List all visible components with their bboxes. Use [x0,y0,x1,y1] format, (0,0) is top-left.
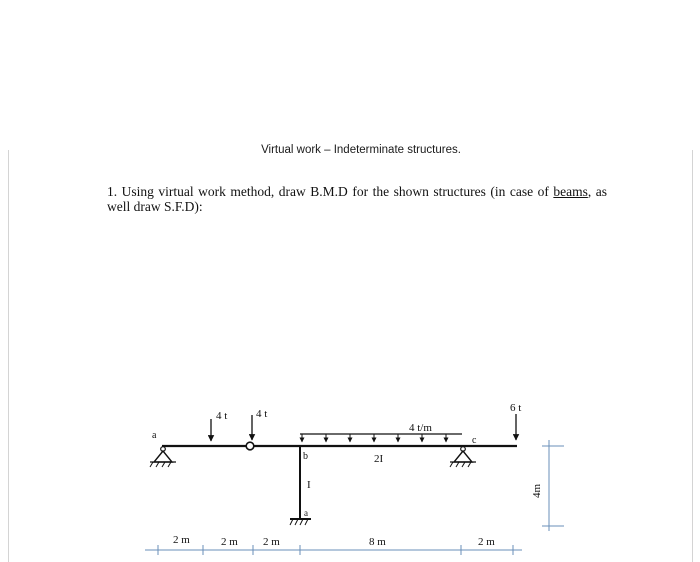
left-pin-support [150,447,176,467]
dimension-3-label: 2 m [263,536,280,548]
load-p1-label: 4 t [216,410,228,422]
fixed-base-support [290,519,311,525]
question-text-part-1: 1. Using virtual work method, draw B.M.D for the shown structures (in case of [107,184,554,199]
load-p3-label: 6 t [510,402,522,414]
dimension-2-label: 2 m [221,536,238,548]
load-p2-label: 4 t [256,408,268,420]
internal-hinge [246,442,254,450]
udl-label: 4 t/m [409,422,432,434]
page-title: Virtual work – Indeterminate structures. [261,144,461,156]
point-a-left-label: a [152,430,157,441]
dimension-5-label: 2 m [478,536,495,548]
column-stiffness-label: I [307,479,311,491]
question-text-part-2: , as well draw S.F.D): [107,184,607,214]
point-a-base-label: a [304,508,308,518]
dimension-line-vertical [542,440,564,531]
right-pin-support [450,447,476,467]
point-c-label: c [472,435,477,446]
height-dimension-label: 4m [531,483,543,498]
dimension-4-label: 8 m [369,536,386,548]
beam-stiffness-label: 2I [374,453,384,465]
distributed-load [300,434,462,442]
question-underlined-word: beams [553,184,588,199]
point-b-label: b [303,451,308,462]
dimension-line-horizontal [145,545,522,555]
dimension-1-label: 2 m [173,534,190,546]
